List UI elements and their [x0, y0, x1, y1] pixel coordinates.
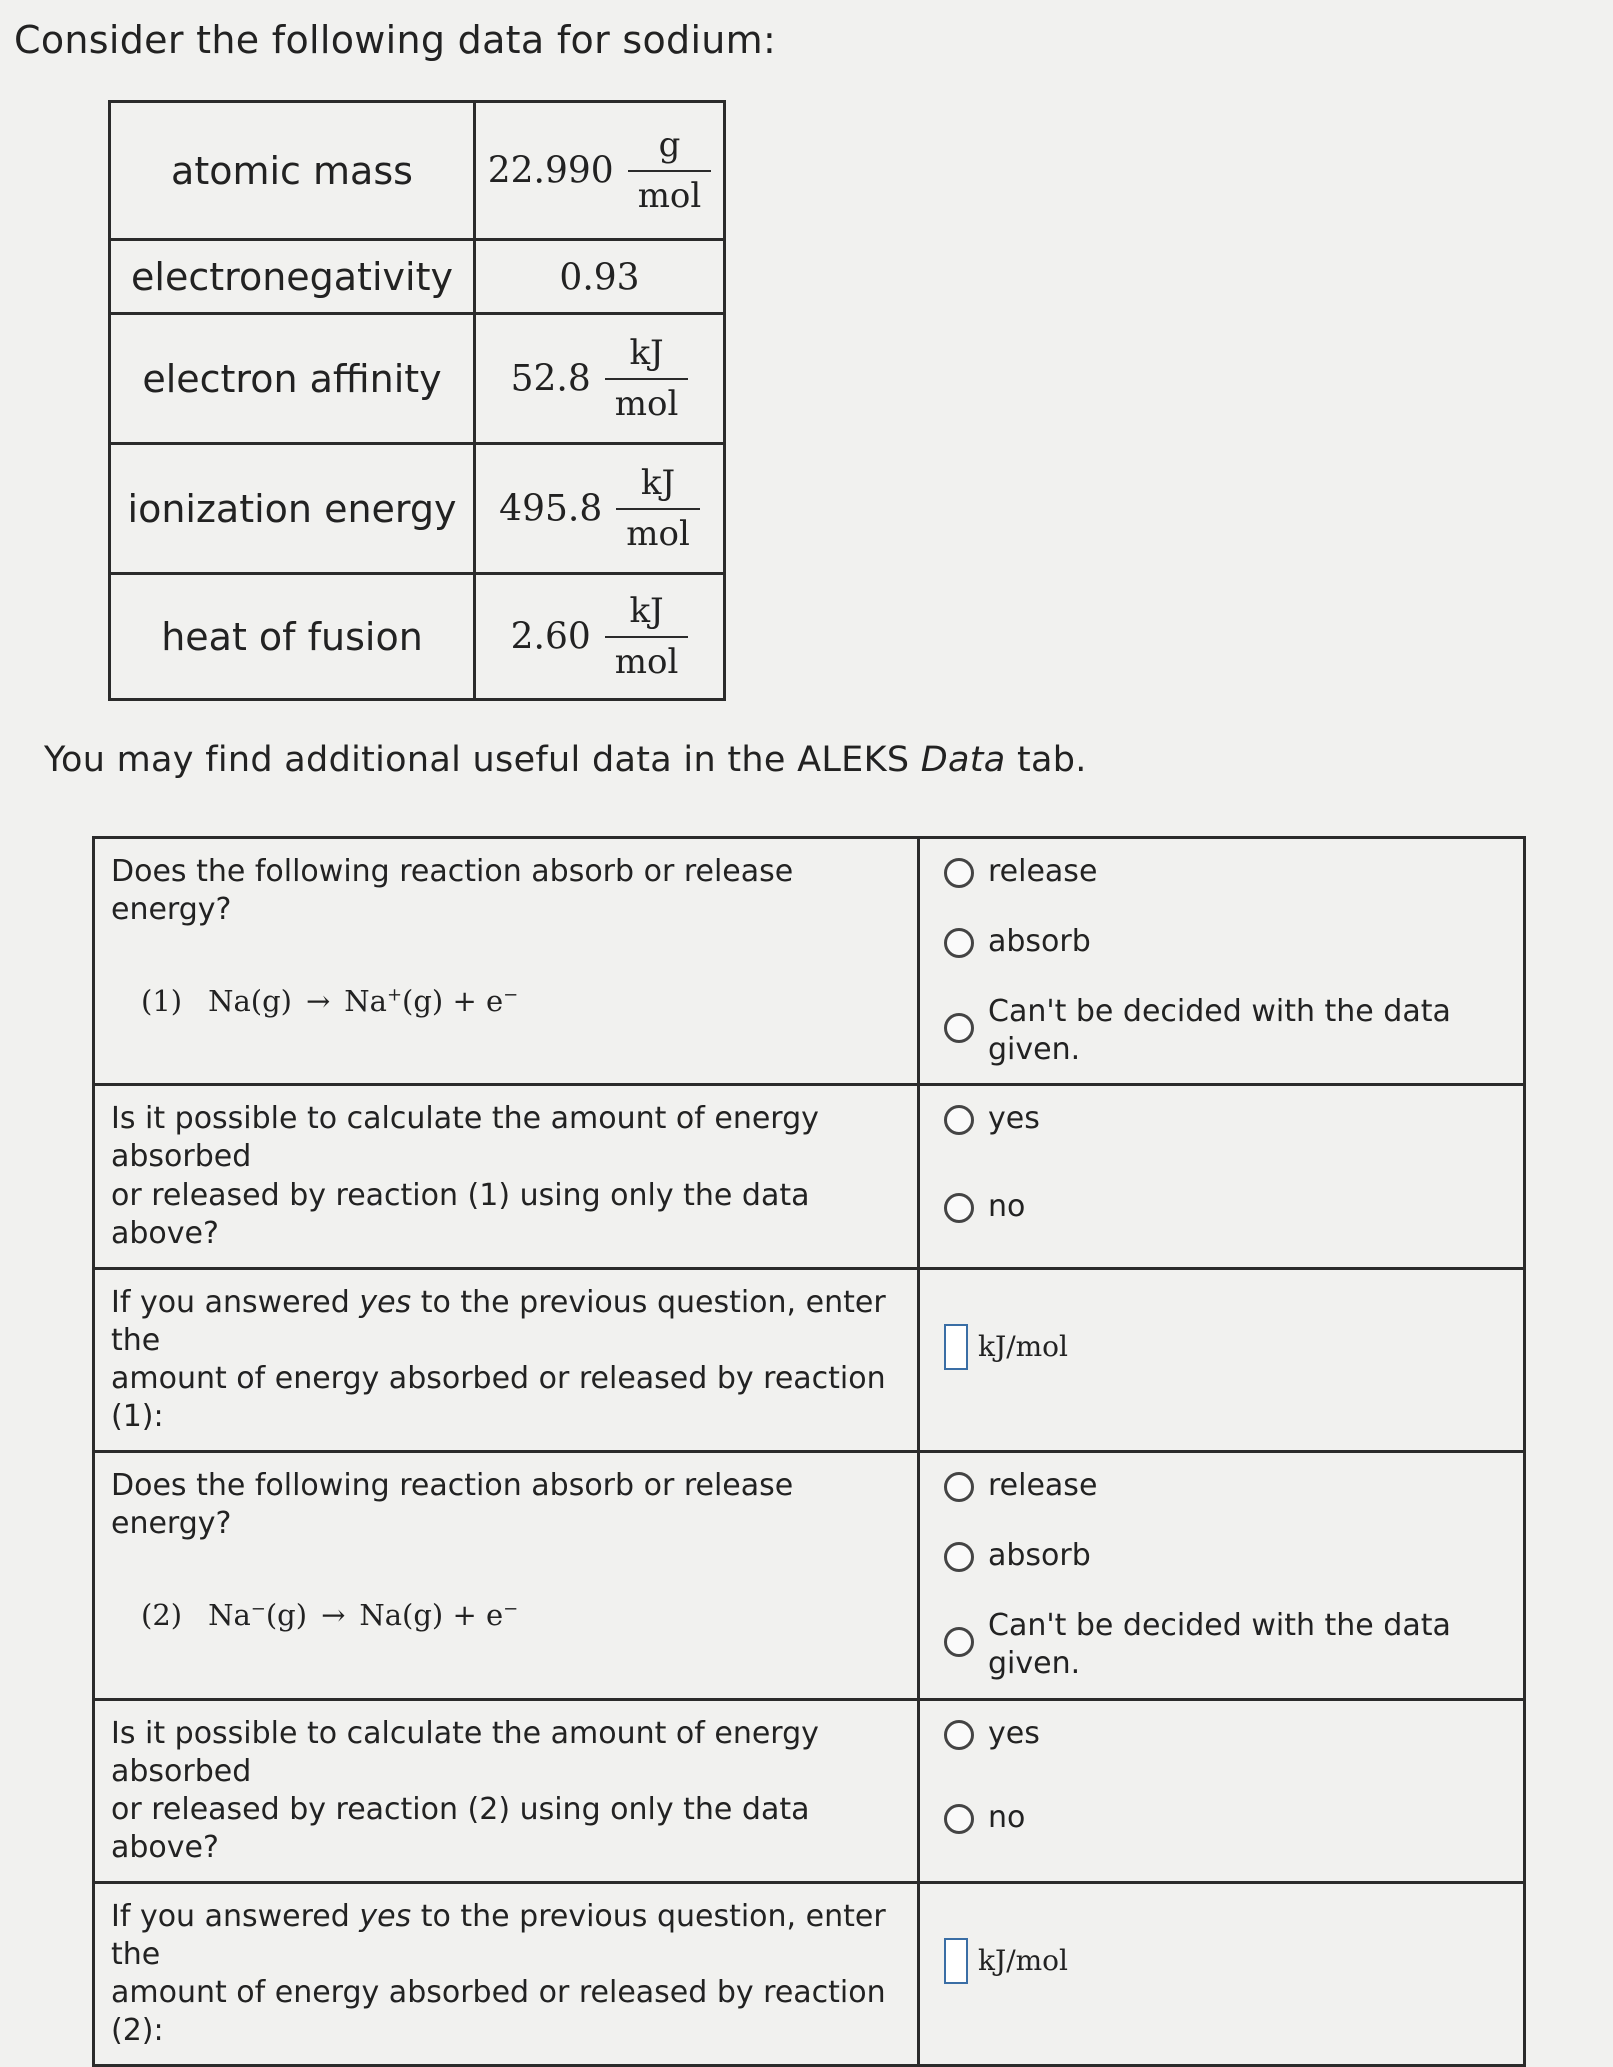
unit-fraction: $\frac{kJ}{\text{mol}}$ — [605, 333, 689, 425]
property-name: ionization energy — [110, 444, 475, 574]
radio-release[interactable]: release — [944, 1467, 1499, 1505]
radio-circle-icon[interactable] — [944, 1013, 974, 1043]
value-number: 2.60 — [510, 616, 591, 657]
property-name: heat of fusion — [110, 574, 475, 700]
unit-fraction: $\frac{kJ}{\text{mol}}$ — [605, 591, 689, 683]
property-value — [475, 314, 725, 444]
question-row — [94, 1268, 1525, 1451]
energy-answer-input-1[interactable] — [944, 1324, 968, 1370]
question-text — [94, 838, 919, 1085]
radio-circle-icon[interactable] — [944, 1472, 974, 1502]
property-value — [475, 444, 725, 574]
property-name: atomic mass — [110, 102, 475, 240]
table-row — [110, 240, 725, 314]
unit-fraction: $\frac{kJ}{\text{mol}}$ — [616, 463, 700, 555]
property-name: electron affinity — [110, 314, 475, 444]
radio-circle-icon[interactable] — [944, 858, 974, 888]
radio-circle-icon[interactable] — [944, 928, 974, 958]
radio-no[interactable]: no — [944, 1799, 1499, 1837]
radio-absorb[interactable]: absorb — [944, 1537, 1499, 1575]
intro-text: Consider the following data for sodium: — [14, 18, 777, 62]
property-name: electronegativity — [110, 240, 475, 314]
question-row — [94, 838, 1525, 1085]
answer-options — [919, 838, 1525, 1085]
question-row — [94, 1699, 1525, 1882]
answer-options — [919, 1452, 1525, 1699]
radio-cant-decide[interactable]: Can't be decided with the data given. — [944, 1607, 1499, 1683]
sodium-data-table — [108, 100, 726, 701]
value-number: 52.8 — [510, 358, 591, 399]
table-row — [110, 314, 725, 444]
energy-answer-input-2[interactable] — [944, 1938, 968, 1984]
answer-options — [919, 1699, 1525, 1882]
question-row — [94, 1085, 1525, 1268]
answer-options — [919, 1085, 1525, 1268]
property-value — [475, 102, 725, 240]
question-text: Is it possible to calculate the amount of energy absorbed or released by reaction (1) using only the data above? — [94, 1085, 919, 1268]
table-row — [110, 102, 725, 240]
question-row — [94, 1452, 1525, 1699]
value-number: 22.990 — [487, 150, 614, 191]
question-text — [94, 1452, 919, 1699]
reaction-equation-1: (1) Na(g) → Na+(g) + e− — [141, 984, 519, 1019]
radio-circle-icon[interactable] — [944, 1804, 974, 1834]
aleks-data-note: You may find additional useful data in the ALEKS Data tab. — [44, 740, 1087, 780]
radio-circle-icon[interactable] — [944, 1193, 974, 1223]
radio-circle-icon[interactable] — [944, 1542, 974, 1572]
question-text: Is it possible to calculate the amount of energy absorbed or released by reaction (2) using only the data above? — [94, 1699, 919, 1882]
radio-circle-icon[interactable] — [944, 1105, 974, 1135]
question-text: If you answered yes to the previous question, enter the amount of energy absorbed or released by reaction (2): — [94, 1882, 919, 2065]
unit-label: kJ/mol — [978, 1944, 1068, 1978]
radio-cant-decide[interactable]: Can't be decided with the data given. — [944, 993, 1499, 1069]
radio-circle-icon[interactable] — [944, 1720, 974, 1750]
question-row — [94, 1882, 1525, 2065]
table-row — [110, 444, 725, 574]
radio-circle-icon[interactable] — [944, 1627, 974, 1657]
value-number: 0.93 — [559, 257, 640, 299]
radio-absorb[interactable]: absorb — [944, 923, 1499, 961]
table-row — [110, 574, 725, 700]
property-value — [475, 240, 725, 314]
radio-yes[interactable]: yes — [944, 1715, 1499, 1753]
radio-release[interactable]: release — [944, 853, 1499, 891]
unit-fraction: $\frac{g}{\text{mol}}$ — [628, 125, 712, 217]
radio-yes[interactable]: yes — [944, 1100, 1499, 1138]
question-prompt: Does the following reaction absorb or release energy? — [111, 854, 794, 928]
reaction-equation-2: (2) Na−(g) → Na(g) + e− — [141, 1598, 519, 1633]
value-number: 495.8 — [499, 488, 603, 529]
question-prompt: Does the following reaction absorb or release energy? — [111, 1468, 794, 1542]
answer-options — [919, 1268, 1525, 1451]
answer-options — [919, 1882, 1525, 2065]
radio-no[interactable]: no — [944, 1188, 1499, 1226]
property-value — [475, 574, 725, 700]
question-text: If you answered yes to the previous question, enter the amount of energy absorbed or released by reaction (1): — [94, 1268, 919, 1451]
unit-label: kJ/mol — [978, 1329, 1068, 1363]
question-table — [92, 836, 1526, 2067]
